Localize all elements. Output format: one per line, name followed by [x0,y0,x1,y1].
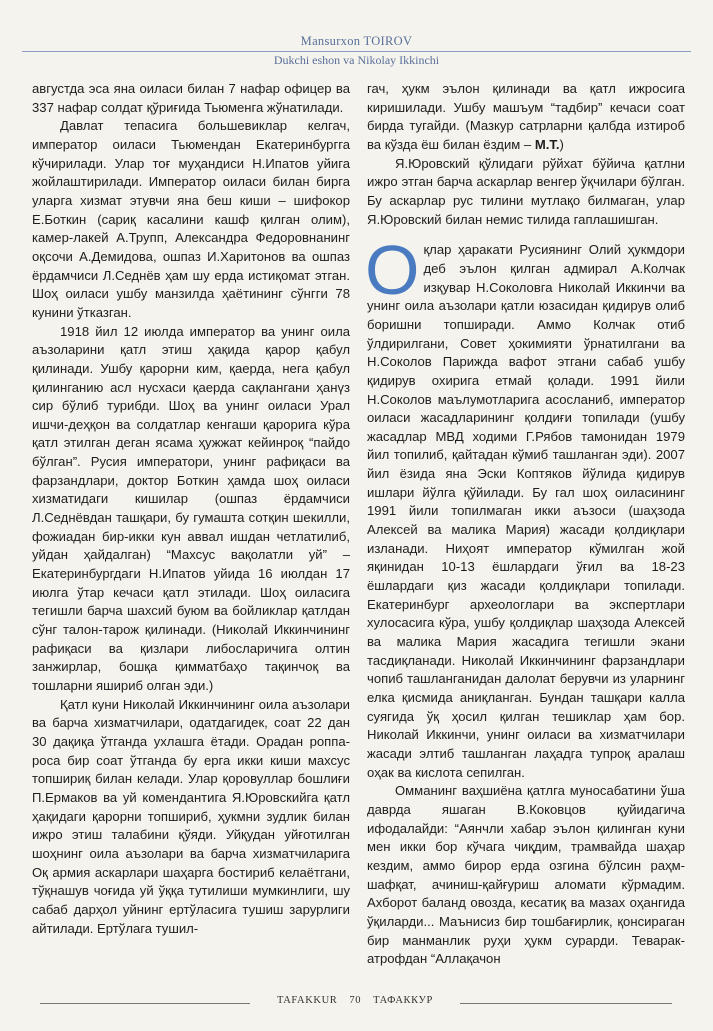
paragraph: Қатл куни Николай Иккинчининг оила аъзолари ва барча хизматчилари, одатдагидек, соат 22 дан 30 дақиқа ўтганда ухлашга ётади. Орадан роппа-роса бир соат ўтганда бу ерга икки киши махсус топшириқ билан келади. Улар қоровуллар бошлиғи П.Ермаков ва уй комендантига Я.Юровскийга қатл ҳақидаги қарорни топшириб, ҳукмни зудлик билан ижро этиш талабини қўяди. Уйқудан уйғотилган шоҳнинг оила аъзолари ва барча хизматчиларига Оқ армия аскарлари шаҳарга бостириб келаётгани, тўқнашув чоғида уй ўққа тутилиши мумкинлиги, шу сабаб дарҳол уйнинг ертўласига тушиш зарурлиги айтилади. Ертўлага тушил- [32,696,350,936]
author-name: Mansurxon TOIROV [300,34,413,48]
paragraph-text: қлар ҳаракати Русиянинг Олий ҳукмдори деб эълон қилган адмирал А.Колчак изқувар Н.Соколовга Николай Иккинчи ва унинг оила аъзолари қатли юзасидан қидирув олиб боришни топширади. Аммо Колчак отиб ўлдирилгани, Совет ҳокимияти ўрнатилгани ва Н.Соколов Парижда вафот этгани сабаб ушбу қидирув охирига етмай қолади. 1991 йили Н.Соколов маълумотларига асосланиб, император оиласи жасадларининг қолдиғи топилади (ушбу жасадлар МВД ходими Г.Рябов тамонидан 1979 йил топилиб, қайтадан кўмиб ташланган эди). 2007 йил ёзида яна Эски Коптяков йўлида қидирув ишлари йўлга қўйилади. Бу гал шоҳ оиласининг 1991 йили топилмаган икки аъзоси (шаҳзода Алексей ва малика Мария) жасади қолдиқлари изланади. Ниҳоят император кўмилган жой яқинидан 10-13 ёшлардаги ўғил ва 18-23 ёшлардаги қиз жасади қолдиқлари топилади. Екатеринбург археологлари ва экспертлари хулосасига кўра, ушбу қолдиқлар шаҳзода Алексей ва малика Мария жасадига тегишли экани тасдиқланади. Николай Иккинчининг фарзандлари чопиб ташланганидан далолат берувчи из уларнинг елка қисмида аниқланган. Бундан ташқари калла суягида ўқ ҳосил қилган тешиклар ҳам бор. Николай Иккинчи, унинг оиласи ва хизматчилари жасади элтиб ташланган лаҳадга тупроқ аралаш оҳак ва кислота сепилган. [367,242,685,780]
footer-rule-right [460,1003,672,1004]
header-divider [22,51,691,52]
journal-name-cyrillic: ТАФАККУР [373,995,433,1006]
author-initials: М.Т. [534,136,560,152]
paragraph-with-drop-cap [365,231,685,782]
page-footer [0,995,713,1011]
paragraph: Давлат тепасига большевиклар келгач, император оиласи Тьюмендан Екатеринбургга кўчирилади. Улар тоғ муҳандиси Н.Ипатов уйига жойлаштирилади. Император оиласи билан бирга уларга хизмат этувчи яна беш киши – шифокор Е.Боткин (сариқ касалини кашф қилган олим), камер-лакей А.Трупп, Александра Федоровнанинг оқсочи А.Демидова, ошпаз И.Харитонов ва ошпаз ёрдамчиси Л.Седнёв ҳам шу ерда истиқомат этган. Шоҳ оиласи ушбу манзилда ҳаётининг сўнгги 78 кунини ўтказган. [32,118,350,320]
paragraph: августда эса яна оиласи билан 7 нафар офицер ва 337 нафар солдат қўриғида Тьюменга жўнатилади. [32,81,350,115]
article-title: Dukchi eshon va Nikolay Ikkinchi [273,53,440,67]
page-number: 70 [349,995,362,1006]
journal-name-latin: TAFAKKUR [277,995,338,1006]
paragraph-text: гач, ҳукм эълон қилинади ва қатл ижросига киришилади. Ушбу машъум “тадбир” кечаси соат бирда тугайди. (Мазкур сатрларни қалбда изтироб ва кўзда ёш билан ёздим – [367,81,685,152]
left-column [32,80,350,938]
paragraph: Омманинг ваҳшиёна қатлга муносабатини ўша даврда яшаган В.Коковцов қуйидагича ифодалайди: “Аянчли хабар эълон қилинган куни мен икки бор кўчага чиқдим, трамвайда шаҳар кездим, аммо бирор ерда озгина бўлсин раҳм-шафқат, ачиниш-қайғуриш аломати кўрмадим. Ахборот баланд овозда, кесатиқ ва мазах оҳангида ўқиларди... Маънисиз бир тошбағирлик, қонсираган бир манманлик руҳи ҳукм сурарди. Теварак-атрофдан “Аллақачон [367,783,685,967]
footer-text [250,995,460,1006]
drop-cap: О [365,231,420,310]
right-column [367,80,685,969]
paragraph: Я.Юровский қўлидаги рўйхат бўйича қатлни ижро этган барча аскарлар венгер ўқчилари бўлган. Бу аскарлар рус тилини мутлақо билмаган, улар Я.Юровский билан немис тилида гаплашишган. [367,155,685,227]
paragraph [367,80,685,155]
footer-rule-left [40,1003,250,1004]
paragraph-end: ) [559,136,564,152]
paragraph: 1918 йил 12 июлда император ва унинг оила аъзоларини қатл этиш ҳақида қарор қабул қилинади. Ушбу қарорни ким, қаерда, нега қабул қилинганию асл нусхаси қаерда сақлангани ҳанүз сир бўлиб турибди. Шоҳ ва унинг оиласи Урал ишчи-деҳқон ва солдатлар кенгаши қарорига кўра қатл этилган деган ясама ҳужжат кейинроқ “пайдо бўлган”. Русия императори, унинг рафиқаси ва фарзандлари, доктор Боткин ҳамда шоҳ оиласи хизматидаги кишилар (ошпаз ёрдамчиси Л.Седнёвдан ташқари, бу гумашта сотқин шекилли, фожиадан бир-икки кун аввал ишдан четлатилиб, уйдан ҳайдалган) “Махсус вақолатли уй” – Екатеринбургдаги Н.Ипатов уйида 16 июлдан 17 июлга ўтар кечаси қатл этилади. Шоҳ оиласига тегишли барча шахсий буюм ва бойликлар қатлдан сўнг талон-тарож қилинади. (Николай Иккинчининг рафиқаси ва қизлари либосларичига олтин занжирлар, бошқа қимматбаҳо тақинчоқ ва тошларни яшириб олган эди.) [32,323,350,693]
